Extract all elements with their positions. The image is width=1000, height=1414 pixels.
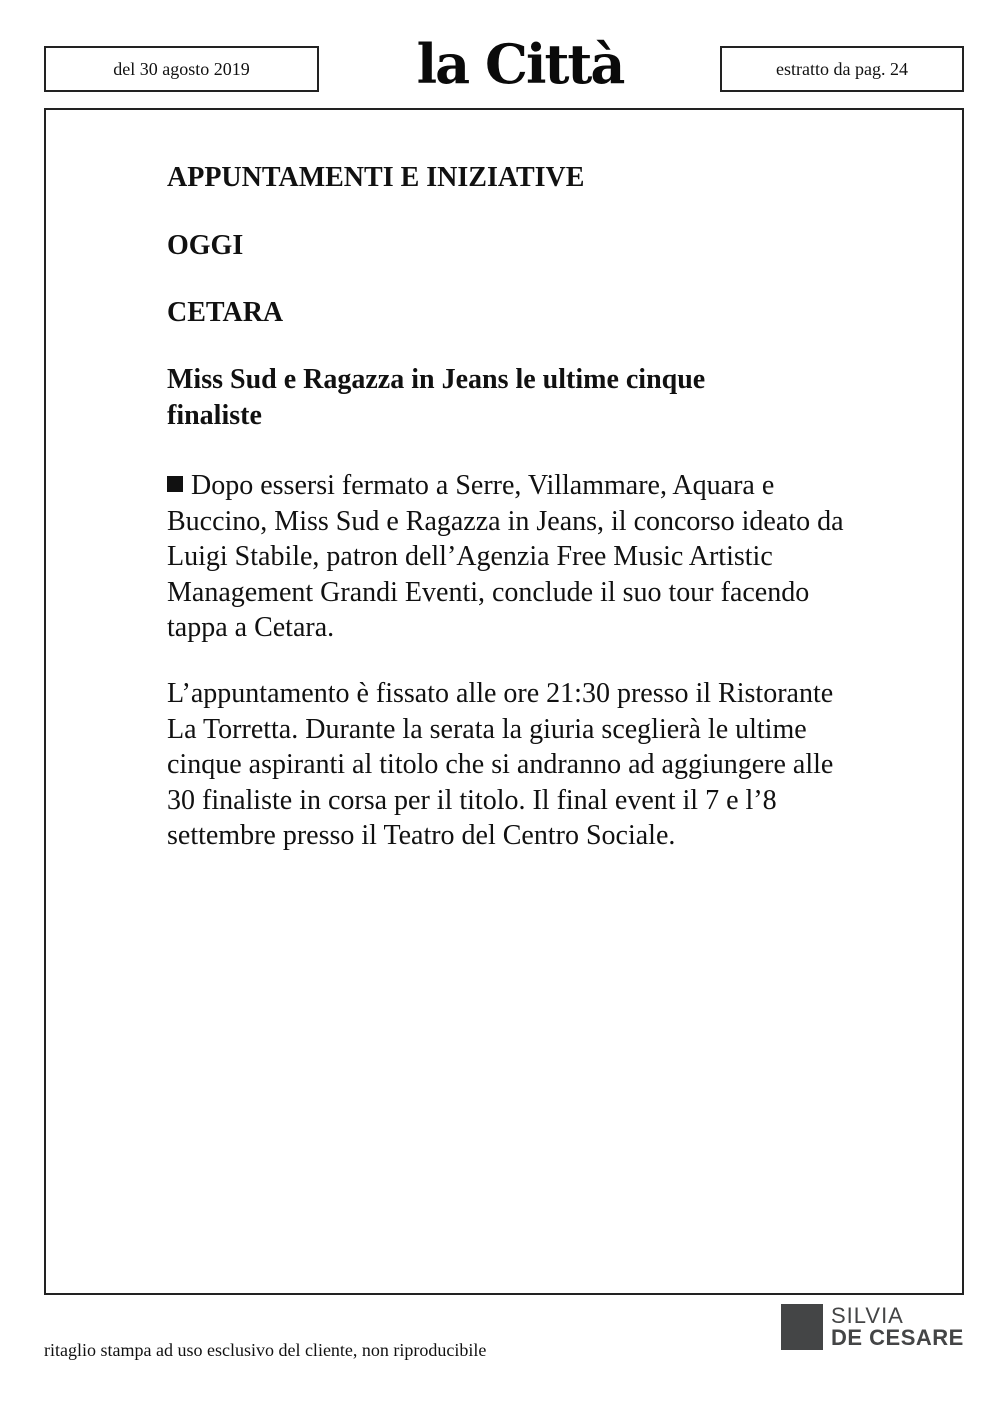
logo-square-icon — [781, 1304, 823, 1350]
newspaper-masthead: la Città — [416, 32, 624, 96]
date-box — [44, 46, 319, 92]
article-paragraph-2: L’appuntamento è fissato alle ore 21:30 presso il Ristorante La Torretta. Durante la serata la giuria sceglierà le ultime cinque aspiranti al titolo che si andranno ad aggiungere alle 30 finaliste in corsa per il titolo. Il final event il 7 e l’8 settembre presso il Teatro del Centro Sociale. — [167, 678, 834, 851]
paragraph-1-text: Dopo essersi fermato a Serre, Villammare, Aquara e Buccino, Miss Sud e Ragazza in Jeans, il concorso ideato da Luigi Stabile, patron dell’Agenzia Free Music Artistic Management Grandi Eventi, conclude il suo tour facendo tappa a Cetara. — [167, 470, 844, 643]
logo-text — [831, 1304, 964, 1350]
page-reference: estratto da pag. 24 — [776, 58, 908, 79]
logo-first-name: SILVIA — [831, 1303, 904, 1328]
publication-date: del 30 agosto 2019 — [113, 58, 250, 79]
day-heading: OGGI — [167, 230, 244, 261]
section-heading: APPUNTAMENTI E INIZIATIVE — [167, 162, 585, 193]
article-paragraph-1 — [167, 468, 847, 646]
footer-disclaimer: ritaglio stampa ad uso esclusivo del cliente, non riproducibile — [44, 1340, 487, 1360]
page-reference-box — [720, 46, 964, 92]
location-heading: CETARA — [167, 297, 284, 328]
bullet-square-icon — [167, 476, 183, 492]
article-headline: Miss Sud e Ragazza in Jeans le ultime cinque finaliste — [167, 364, 706, 431]
logo-last-name: DE CESARE — [831, 1325, 964, 1350]
agency-logo — [781, 1304, 965, 1350]
